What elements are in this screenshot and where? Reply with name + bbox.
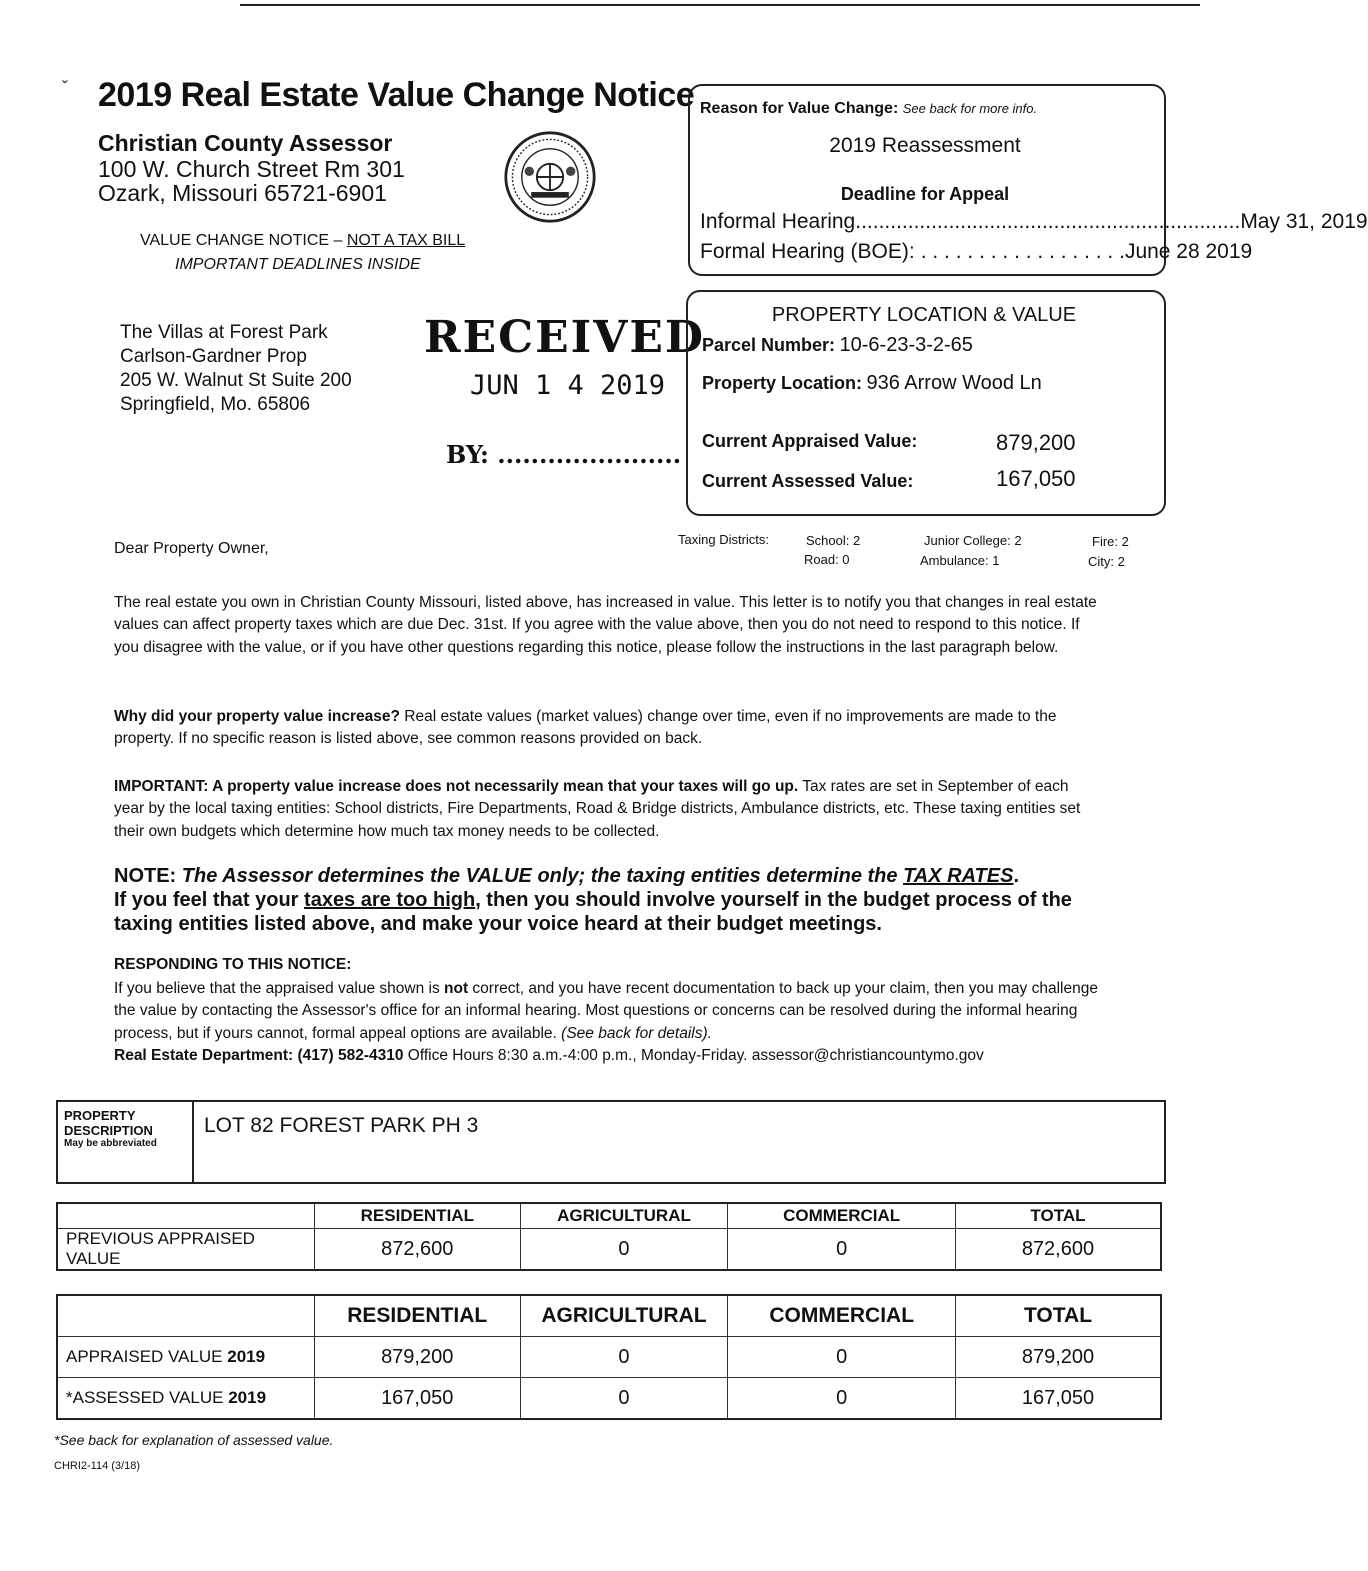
formal-hearing-line [700, 240, 1253, 264]
responding-heading: RESPONDING TO THIS NOTICE: [114, 956, 352, 973]
assessed-value-footnote: *See back for explanation of assessed value. [54, 1432, 334, 1448]
reason-text: 2019 Reassessment [829, 134, 1021, 157]
notice-prefix: VALUE CHANGE NOTICE – [140, 232, 347, 249]
current-value-table [56, 1294, 1162, 1420]
parcel-number-row [702, 334, 973, 357]
cell-agricultural: 0 [520, 1229, 728, 1271]
reason-heading [700, 100, 1037, 118]
important-paragraph [114, 776, 1098, 843]
header-total: TOTAL [955, 1203, 1161, 1229]
informal-hearing-line [700, 210, 1368, 234]
owner-line3: 205 W. Walnut St Suite 200 [120, 370, 352, 391]
note-tax-rates: TAX RATES [903, 865, 1014, 887]
header-total: TOTAL [956, 1295, 1161, 1337]
leader-dots: . . . . . . . . . . . . . . . . . . [920, 240, 1125, 263]
header-agricultural: AGRICULTURAL [520, 1203, 728, 1229]
why-answer: Real estate values (market values) change over time, even if no improvements are made to the property. If no specific reason is listed above, see common reasons provided on back. [114, 708, 1057, 748]
office-address-line1: 100 W. Church Street Rm 301 [98, 156, 405, 182]
top-rule [240, 4, 1200, 6]
property-location-value: 936 Arrow Wood Ln [866, 372, 1042, 394]
scan-speck: ˇ [62, 78, 68, 98]
note-prefix: NOTE: [114, 865, 182, 887]
cell-total: 872,600 [955, 1229, 1161, 1271]
formal-hearing-date: June 28 2019 [1124, 240, 1253, 263]
table-corner-cell [57, 1295, 314, 1337]
owner-line2: Carlson-Gardner Prop [120, 346, 307, 367]
current-assessed-value: 167,050 [996, 466, 1076, 491]
received-stamp-text: RECEIVED [424, 312, 706, 363]
resp-b: correct, and you have recent documentation to back up your claim, then you may challenge the value by contacting the Assessor's office for an informal hearing. Most questions or concerns can be resolved during the informal hearing process, but if yours cannot, formal appeal options are available. [114, 980, 1098, 1042]
cell-residential: 879,200 [314, 1337, 520, 1378]
location-box-heading: PROPERTY LOCATION & VALUE [771, 304, 1077, 326]
cell-agricultural: 0 [520, 1337, 728, 1378]
desc-label-2: DESCRIPTION [64, 1123, 153, 1138]
row-label [57, 1337, 314, 1378]
resp-see-back: (See back for details). [561, 1024, 712, 1042]
not-a-tax-bill-notice [140, 232, 465, 250]
cell-residential: 872,600 [314, 1229, 520, 1271]
salutation: Dear Property Owner, [114, 540, 269, 557]
reason-heading-label: Reason for Value Change: [700, 100, 899, 117]
owner-line1: The Villas at Forest Park [120, 322, 328, 343]
desc-label-3: May be abbreviated [64, 1138, 157, 1149]
page-title: 2019 Real Estate Value Change Notice [98, 76, 695, 114]
office-name: Christian County Assessor [98, 130, 393, 156]
informal-hearing-date: May 31, 2019 [1240, 210, 1368, 233]
note-italic: The Assessor determines the VALUE only; the taxing entities determine the [181, 865, 904, 887]
received-by: BY: ...................... [446, 440, 682, 469]
responding-paragraph [114, 978, 1098, 1068]
leader-dots: .................................................................. [855, 210, 1241, 233]
cell-commercial: 0 [728, 1337, 956, 1378]
cell-commercial: 0 [728, 1229, 956, 1271]
parcel-number-value: 10-6-23-3-2-65 [839, 334, 973, 356]
taxing-districts-label: Taxing Districts: [678, 532, 770, 547]
property-location-row [702, 372, 1042, 395]
reason-heading-note: See back for more info. [902, 101, 1038, 116]
previous-value-table [56, 1202, 1162, 1271]
district-school: School: 2 [806, 533, 861, 548]
note2-a: If you feel that your [114, 889, 305, 911]
cell-commercial: 0 [728, 1378, 956, 1420]
district-fire: Fire: 2 [1092, 534, 1129, 549]
received-stamp [424, 312, 706, 410]
not-a-tax-bill: NOT A TAX BILL [346, 232, 466, 249]
district-junior-college: Junior College: 2 [924, 533, 1022, 548]
property-description-label [58, 1102, 194, 1182]
row-label-year: 2019 [227, 1347, 266, 1366]
missouri-seal-icon [503, 130, 597, 224]
cell-agricultural: 0 [520, 1378, 728, 1420]
property-location-label: Property Location: [702, 373, 863, 393]
header-residential: RESIDENTIAL [314, 1203, 520, 1229]
row-label-text: APPRAISED VALUE [66, 1347, 228, 1366]
form-code: CHRI2-114 (3/18) [54, 1460, 140, 1472]
header-agricultural: AGRICULTURAL [520, 1295, 728, 1337]
note2-b: , then you should involve yourself in the budget process of the taxing entities listed above, and make your voice heard at their budget meetings. [114, 889, 1072, 935]
intro-paragraph: The real estate you own in Christian County Missouri, listed above, has increased in value. This letter is to notify you that changes in real estate values can affect property taxes which are due Dec. 31st. If you agree with the value above, then you do not need to respond to this notice. If you disagree with the value, or if you have other questions regarding this notice, please follow the instructions in the last paragraph below. [114, 594, 1097, 656]
resp-a: If you believe that the appraised value shown is [114, 980, 445, 997]
row-label: PREVIOUS APPRAISED VALUE [57, 1229, 314, 1271]
why-question: Why did your property value increase? [114, 708, 400, 725]
property-description-box [56, 1100, 1166, 1184]
received-by-label: BY: [446, 440, 489, 469]
cell-residential: 167,050 [314, 1378, 520, 1420]
table-row [57, 1229, 1161, 1271]
note-paragraph [114, 864, 1114, 936]
table-corner-cell [57, 1203, 314, 1229]
owner-line4: Springfield, Mo. 65806 [120, 394, 311, 415]
important-text: Tax rates are set in September of each year by the local taxing entities: School districts, Fire Departments, Road & Bridge districts, Ambulance districts, etc. These taxing entities set their own budgets which determine how much tax money needs to be collected. [114, 778, 1081, 840]
table-row [57, 1378, 1161, 1420]
note-period: . [1013, 865, 1019, 887]
current-appraised-value: 879,200 [996, 430, 1076, 455]
district-city: City: 2 [1088, 554, 1125, 569]
received-stamp-date: JUN 1 4 2019 [470, 370, 666, 401]
informal-hearing-label: Informal Hearing [700, 210, 856, 233]
header-residential: RESIDENTIAL [314, 1295, 520, 1337]
current-assessed-label: Current Assessed Value: [702, 471, 914, 491]
cell-total: 167,050 [956, 1378, 1161, 1420]
parcel-number-label: Parcel Number: [702, 335, 836, 355]
table-row [57, 1337, 1161, 1378]
district-road: Road: 0 [804, 552, 850, 567]
appeal-deadline-title: Deadline for Appeal [840, 184, 1010, 204]
table-header-row [57, 1295, 1161, 1337]
formal-hearing-label: Formal Hearing (BOE): [700, 240, 915, 263]
cell-total: 879,200 [956, 1337, 1161, 1378]
why-paragraph [114, 706, 1098, 751]
property-description-text: LOT 82 FOREST PARK PH 3 [204, 1114, 479, 1137]
table-header-row [57, 1203, 1161, 1229]
row-label [57, 1378, 314, 1420]
row-label-text: *ASSESSED VALUE [66, 1388, 229, 1407]
note2-underlined: taxes are too high [304, 889, 476, 911]
header-commercial: COMMERCIAL [728, 1295, 956, 1337]
real-estate-dept-phone: Real Estate Department: (417) 582-4310 [114, 1047, 404, 1065]
office-hours-email: Office Hours 8:30 a.m.-4:00 p.m., Monday-Friday. assessor@christiancountymo.gov [403, 1047, 984, 1065]
important-deadlines-note: IMPORTANT DEADLINES INSIDE [175, 256, 421, 273]
district-ambulance: Ambulance: 1 [920, 553, 1000, 568]
desc-label-1: PROPERTY [64, 1108, 136, 1123]
resp-not: not [444, 980, 469, 997]
header-commercial: COMMERCIAL [728, 1203, 956, 1229]
row-label-year: 2019 [228, 1388, 267, 1407]
important-bold: IMPORTANT: A property value increase does not necessarily mean that your taxes will go up. [114, 778, 799, 795]
current-appraised-label: Current Appraised Value: [702, 431, 918, 451]
office-address-line2: Ozark, Missouri 65721-6901 [98, 180, 387, 206]
